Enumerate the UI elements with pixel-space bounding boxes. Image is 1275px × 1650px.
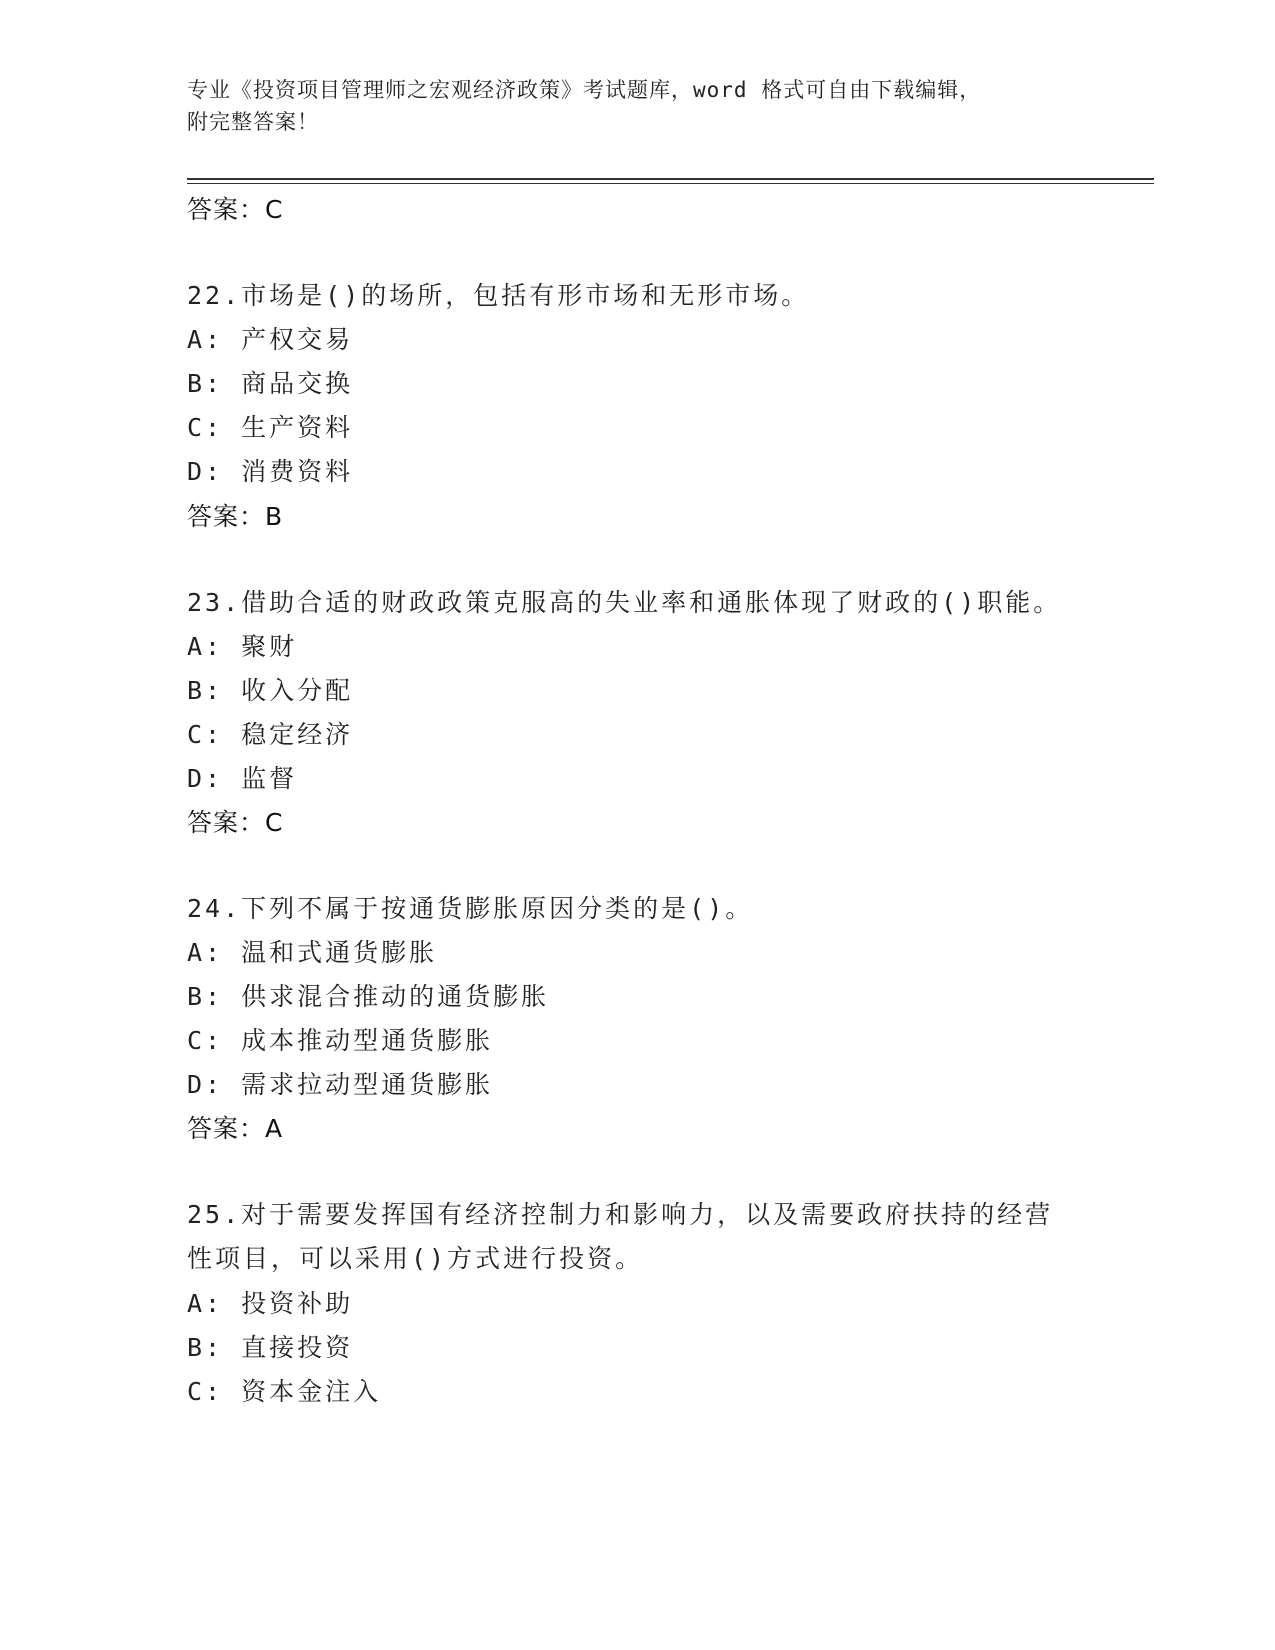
question-24-stem: 24.下列不属于按通货膨胀原因分类的是()。 — [187, 894, 754, 923]
question-24-answer — [187, 1109, 283, 1145]
question-23-option-c: C: 稳定经济 — [187, 720, 354, 749]
header-line-2: 附完整答案！ — [187, 110, 319, 134]
header-line-1: 专业《投资项目管理师之宏观经济政策》考试题库，word 格式可自由下载编辑， — [187, 78, 982, 102]
question-23-option-a: A: 聚财 — [187, 632, 298, 661]
question-25-stem-line-2: 性项目，可以采用()方式进行投资。 — [187, 1244, 644, 1273]
question-25-stem-line-1: 25.对于需要发挥国有经济控制力和影响力，以及需要政府扶持的经营 — [187, 1200, 1054, 1229]
question-24-option-d: D: 需求拉动型通货膨胀 — [187, 1070, 494, 1099]
question-22-option-c: C: 生产资料 — [187, 413, 354, 442]
header-divider-bottom — [187, 183, 1154, 184]
question-23-option-b: B: 收入分配 — [187, 676, 354, 705]
question-23-option-d: D: 监督 — [187, 764, 298, 793]
answer-value: C — [265, 808, 284, 837]
answer-label: 答案： — [187, 195, 266, 224]
answer-value: B — [265, 502, 284, 531]
answer-label: 答案： — [187, 808, 266, 837]
document-header — [187, 74, 1067, 138]
question-25-option-c: C: 资本金注入 — [187, 1377, 382, 1406]
question-24-option-c: C: 成本推动型通货膨胀 — [187, 1026, 494, 1055]
answer-label: 答案： — [187, 1114, 266, 1143]
question-23-answer — [187, 803, 283, 839]
question-25-option-b: B: 直接投资 — [187, 1333, 354, 1362]
question-22-option-d: D: 消费资料 — [187, 457, 354, 486]
header-divider-top — [187, 178, 1154, 180]
question-22-stem: 22.市场是()的场所，包括有形市场和无形市场。 — [187, 281, 810, 310]
answer-label: 答案： — [187, 502, 266, 531]
question-25-option-a: A: 投资补助 — [187, 1289, 354, 1318]
question-24-option-b: B: 供求混合推动的通货膨胀 — [187, 982, 550, 1011]
question-22-option-a: A: 产权交易 — [187, 325, 354, 354]
question-23-stem: 23.借助合适的财政政策克服高的失业率和通胀体现了财政的()职能。 — [187, 588, 1062, 617]
answer-line-21 — [187, 190, 283, 226]
question-24-option-a: A: 温和式通货膨胀 — [187, 938, 438, 967]
answer-value: C — [265, 195, 284, 224]
question-22-answer — [187, 497, 283, 533]
answer-value: A — [265, 1114, 284, 1143]
question-22-option-b: B: 商品交换 — [187, 369, 354, 398]
